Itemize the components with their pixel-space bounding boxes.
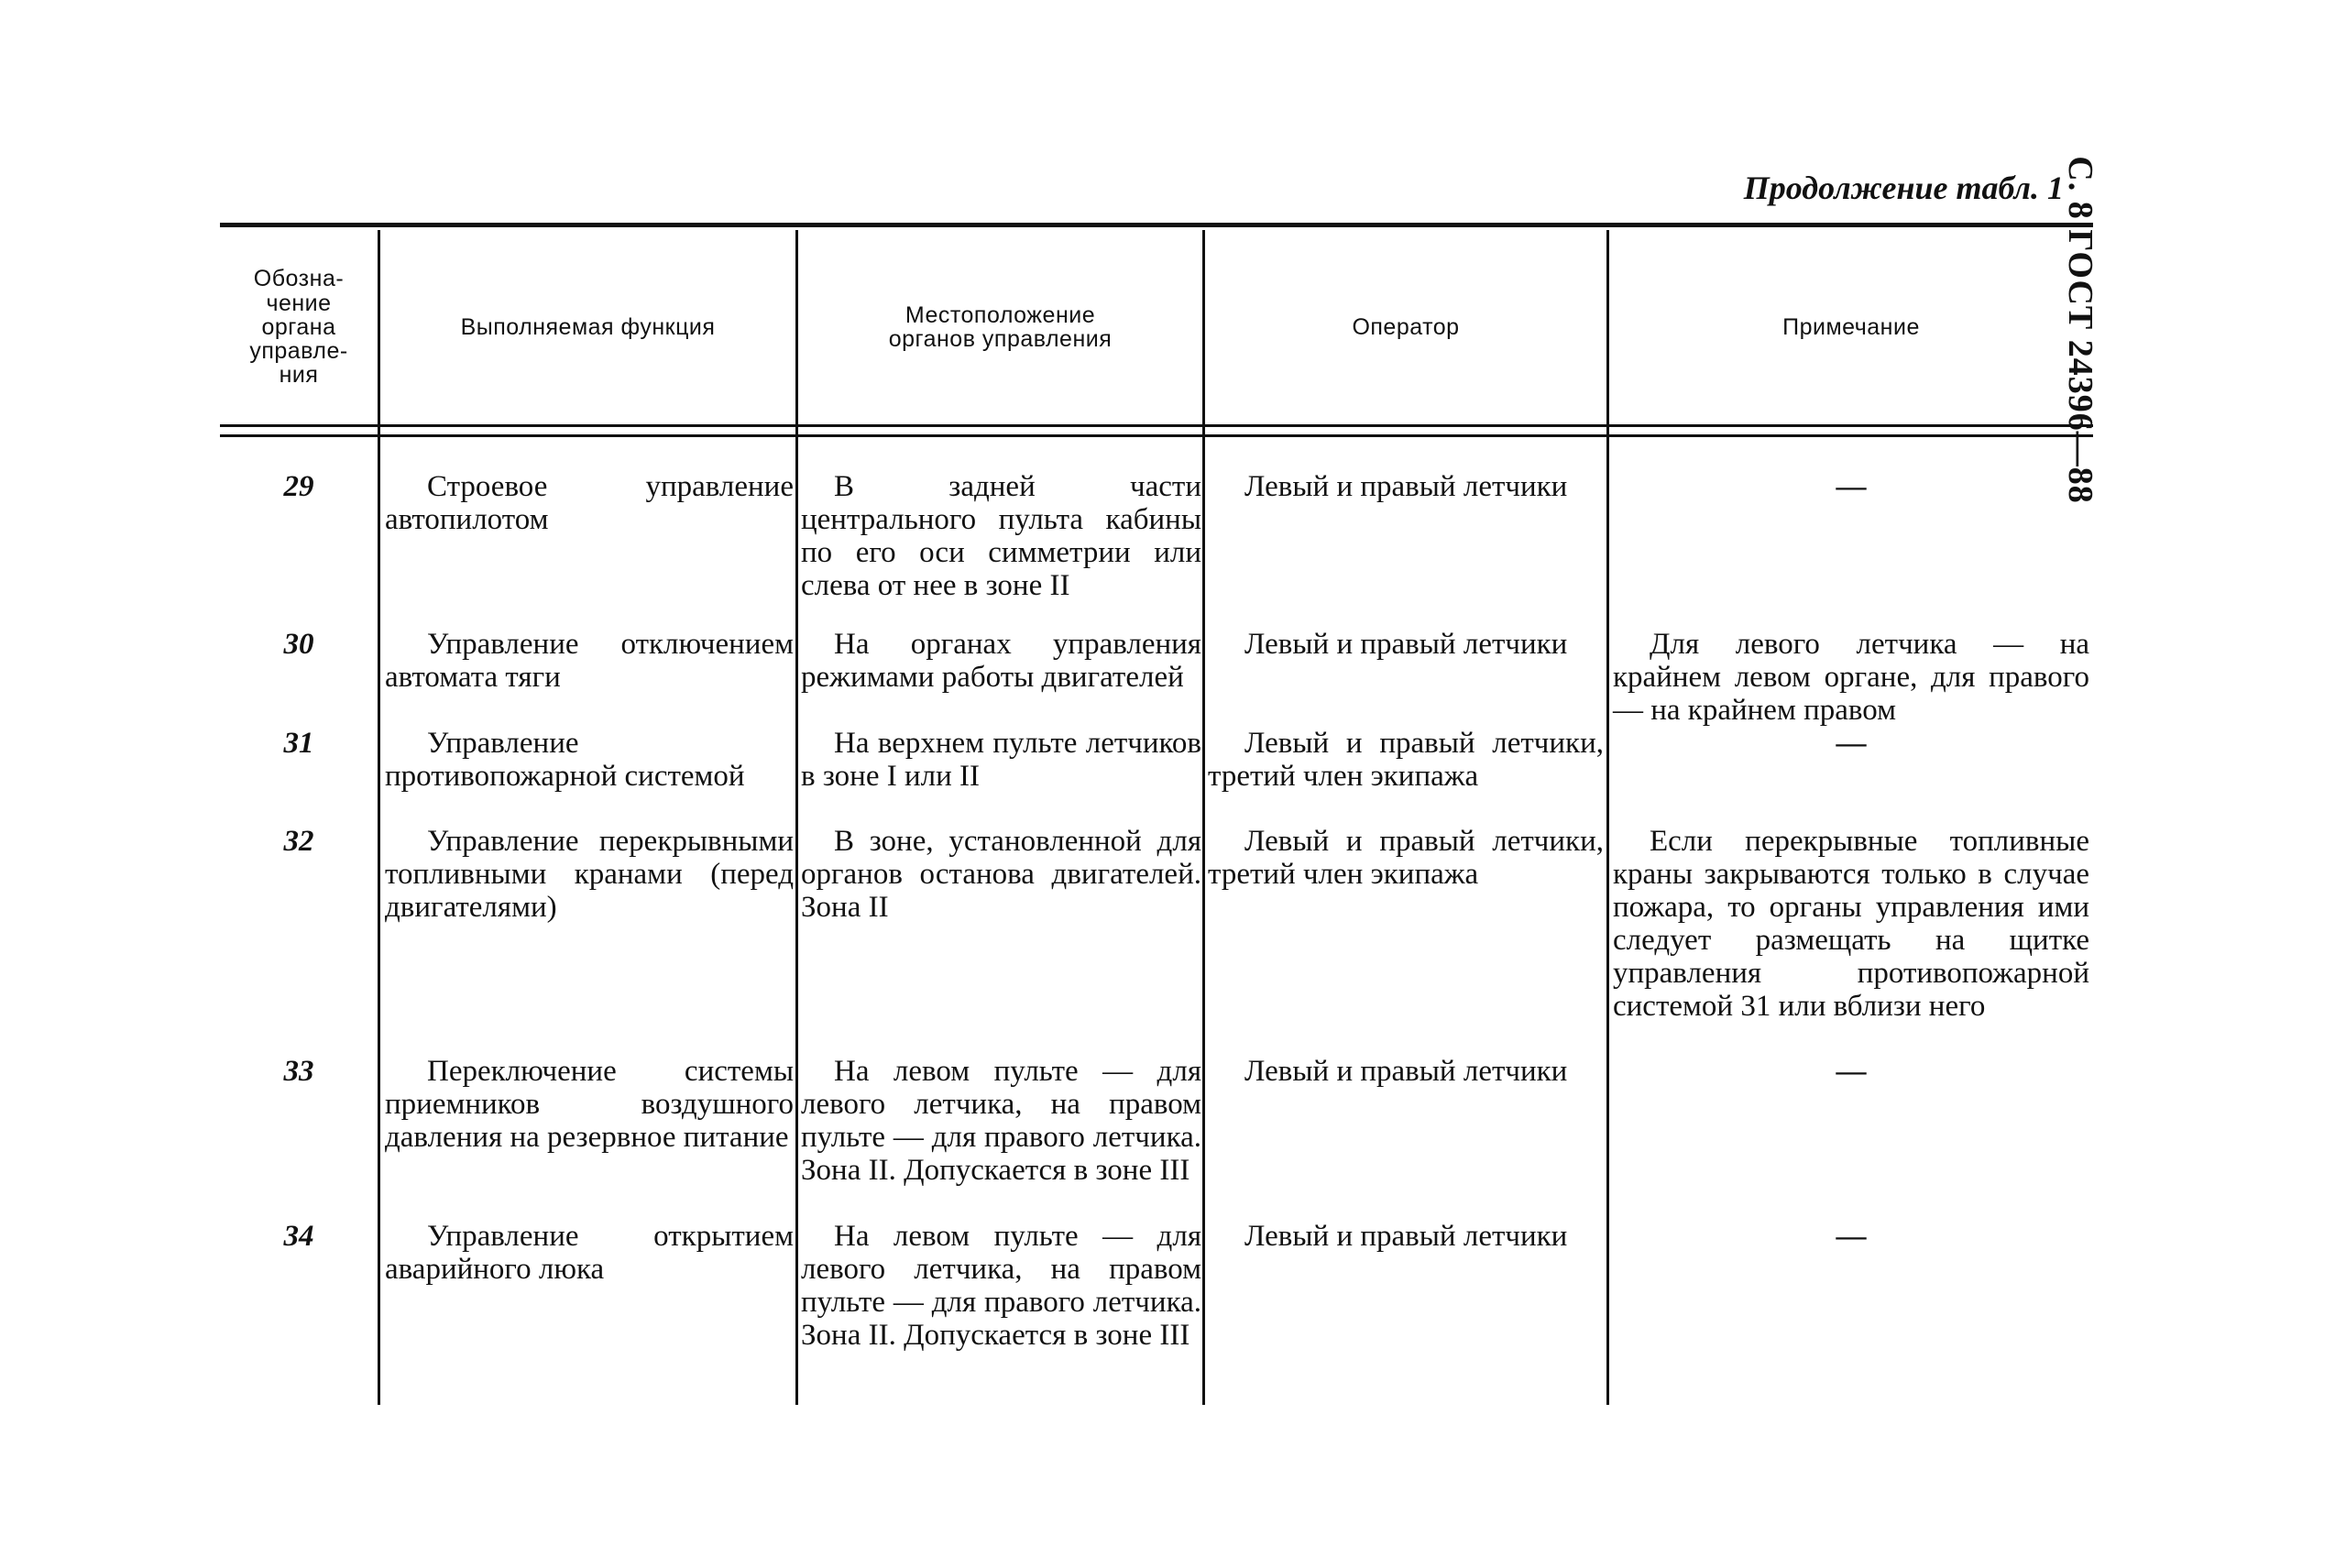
header-location: Местоположение органов управления xyxy=(888,302,1113,352)
row-location: На верхнем пульте летчиков в зоне I или II xyxy=(801,727,1201,793)
row-operator: Левый и правый летчики, третий член экипажа xyxy=(1208,727,1604,793)
row-location: На органах управления режимами работы двигателей xyxy=(801,628,1201,694)
row-note: — xyxy=(1836,1220,1867,1253)
row-number: 31 xyxy=(283,727,314,760)
row-function: Строевое управление автопилотом xyxy=(385,470,794,536)
header-double-rule xyxy=(220,424,2093,437)
header-note: Примечание xyxy=(1782,313,1920,340)
row-location: В задней части центрального пульта кабины по его оси симметрии или слева от нее в зоне II xyxy=(801,470,1201,602)
row-number: 32 xyxy=(283,825,314,858)
document-side-label: С. 8 ГОСТ 24396—88 xyxy=(2061,156,2099,504)
table-continuation-label: Продолжение табл. 1 xyxy=(1743,170,2064,206)
row-operator: Левый и правый летчики, третий член экипажа xyxy=(1208,825,1604,891)
header-function: Выполняемая функция xyxy=(460,313,716,340)
row-number: 30 xyxy=(283,628,314,661)
row-location: В зоне, установленной для органов останова двигателей. Зона II xyxy=(801,825,1201,924)
row-operator: Левый и правый летчики xyxy=(1244,470,1568,503)
header-designation: Обозна- чение органа управле- ния xyxy=(249,266,348,389)
row-number: 29 xyxy=(283,470,314,503)
row-operator: Левый и правый летчики xyxy=(1244,628,1568,661)
row-note: — xyxy=(1836,727,1867,760)
row-number: 34 xyxy=(283,1220,314,1253)
row-note: — xyxy=(1836,470,1867,503)
row-location: На левом пульте — для левого летчика, на правом пульте — для правого летчика. Зона II. Допускается в зоне III xyxy=(801,1220,1201,1352)
row-function: Переключение системы приемников воздушного давления на резервное питание xyxy=(385,1055,794,1154)
row-note: — xyxy=(1836,1055,1867,1088)
table-top-rule xyxy=(220,223,2093,227)
row-number: 33 xyxy=(283,1055,314,1088)
row-function: Управление отключением автомата тяги xyxy=(385,628,794,694)
row-operator: Левый и правый летчики xyxy=(1244,1055,1568,1088)
row-note: Если перекрывные топливные краны закрываются только в случае пожара, то органы управления ими следует размещать на щитке управления противопожарной системой 31 или вблизи него xyxy=(1613,825,2089,1023)
row-function: Управление открытием аварийного люка xyxy=(385,1220,794,1286)
controls-table xyxy=(220,223,2093,1405)
row-function: Управление противопожарной системой xyxy=(385,727,745,793)
header-operator: Оператор xyxy=(1352,313,1460,340)
row-location: На левом пульте — для левого летчика, на правом пульте — для правого летчика. Зона II. Допускается в зоне III xyxy=(801,1055,1201,1187)
row-function: Управление перекрывными топливными кранами (перед двигателями) xyxy=(385,825,794,924)
row-note: Для левого летчика — на крайнем левом органе, для правого — на крайнем правом xyxy=(1613,628,2089,727)
row-operator: Левый и правый летчики xyxy=(1244,1220,1568,1253)
